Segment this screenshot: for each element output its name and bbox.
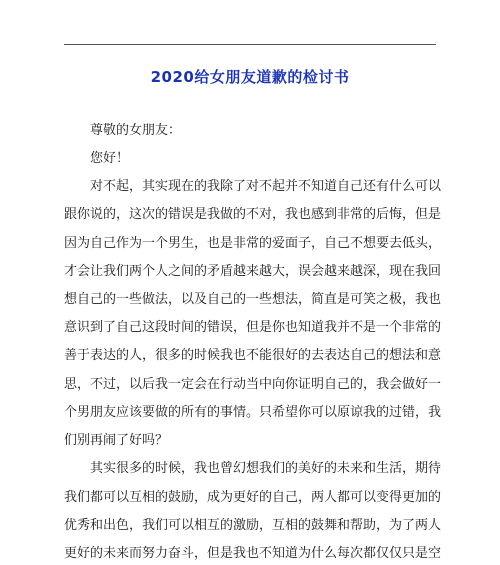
greeting: 您好！: [90, 151, 130, 166]
salutation: 尊敬的女朋友：: [90, 123, 182, 138]
paragraph-1-line: 个男朋友应该要做的所有的事情。只希望你可以原谅我的过错，我: [64, 405, 442, 420]
paragraph-1-line: 思，不过，以后我一定会在行动当中向你证明自己的，我会做好一: [64, 377, 442, 392]
paragraph-1-line: 善于表达的人，很多的时候我也不能很好的去表达自己的想法和意: [64, 348, 442, 363]
paragraph-2-line: 更好的未来而努力奋斗，但是我也不知道为什么每次都仅仅只是空: [64, 546, 442, 561]
paragraph-1-line: 想自己的一些做法，以及自己的一些想法，简直是可笑之极，我也: [64, 292, 442, 307]
paragraph-1-line: 们别再闹了好吗？: [64, 433, 169, 448]
paragraph-2-line: 我们都可以互相的鼓励，成为更好的自己，两人都可以变得更加的: [64, 490, 442, 505]
document-title: 2020给女朋友道歉的检讨书: [150, 68, 350, 86]
header-rule: [64, 44, 436, 45]
paragraph-2-line: 其实很多的时候，我也曾幻想我们的美好的未来和生活，期待: [90, 461, 442, 476]
paragraph-1-line: 才会让我们两个人之间的矛盾越来越大，误会越来越深，现在我回: [64, 264, 442, 279]
paragraph-1-line: 对不起，其实现在的我除了对不起并不知道自己还有什么可以: [90, 179, 442, 194]
paragraph-1-line: 意识到了自己这段时间的错误，但是你也知道我并不是一个非常的: [64, 320, 442, 335]
paragraph-1-line: 因为自己作为一个男生，也是非常的爱面子，自己不想要去低头，: [64, 236, 442, 251]
paragraph-2-line: 优秀和出色，我们可以相互的激励，互相的鼓舞和帮助，为了两人: [64, 518, 442, 533]
paragraph-1-line: 跟你说的，这次的错误是我做的不对，我也感到非常的后悔，但是: [64, 207, 442, 222]
